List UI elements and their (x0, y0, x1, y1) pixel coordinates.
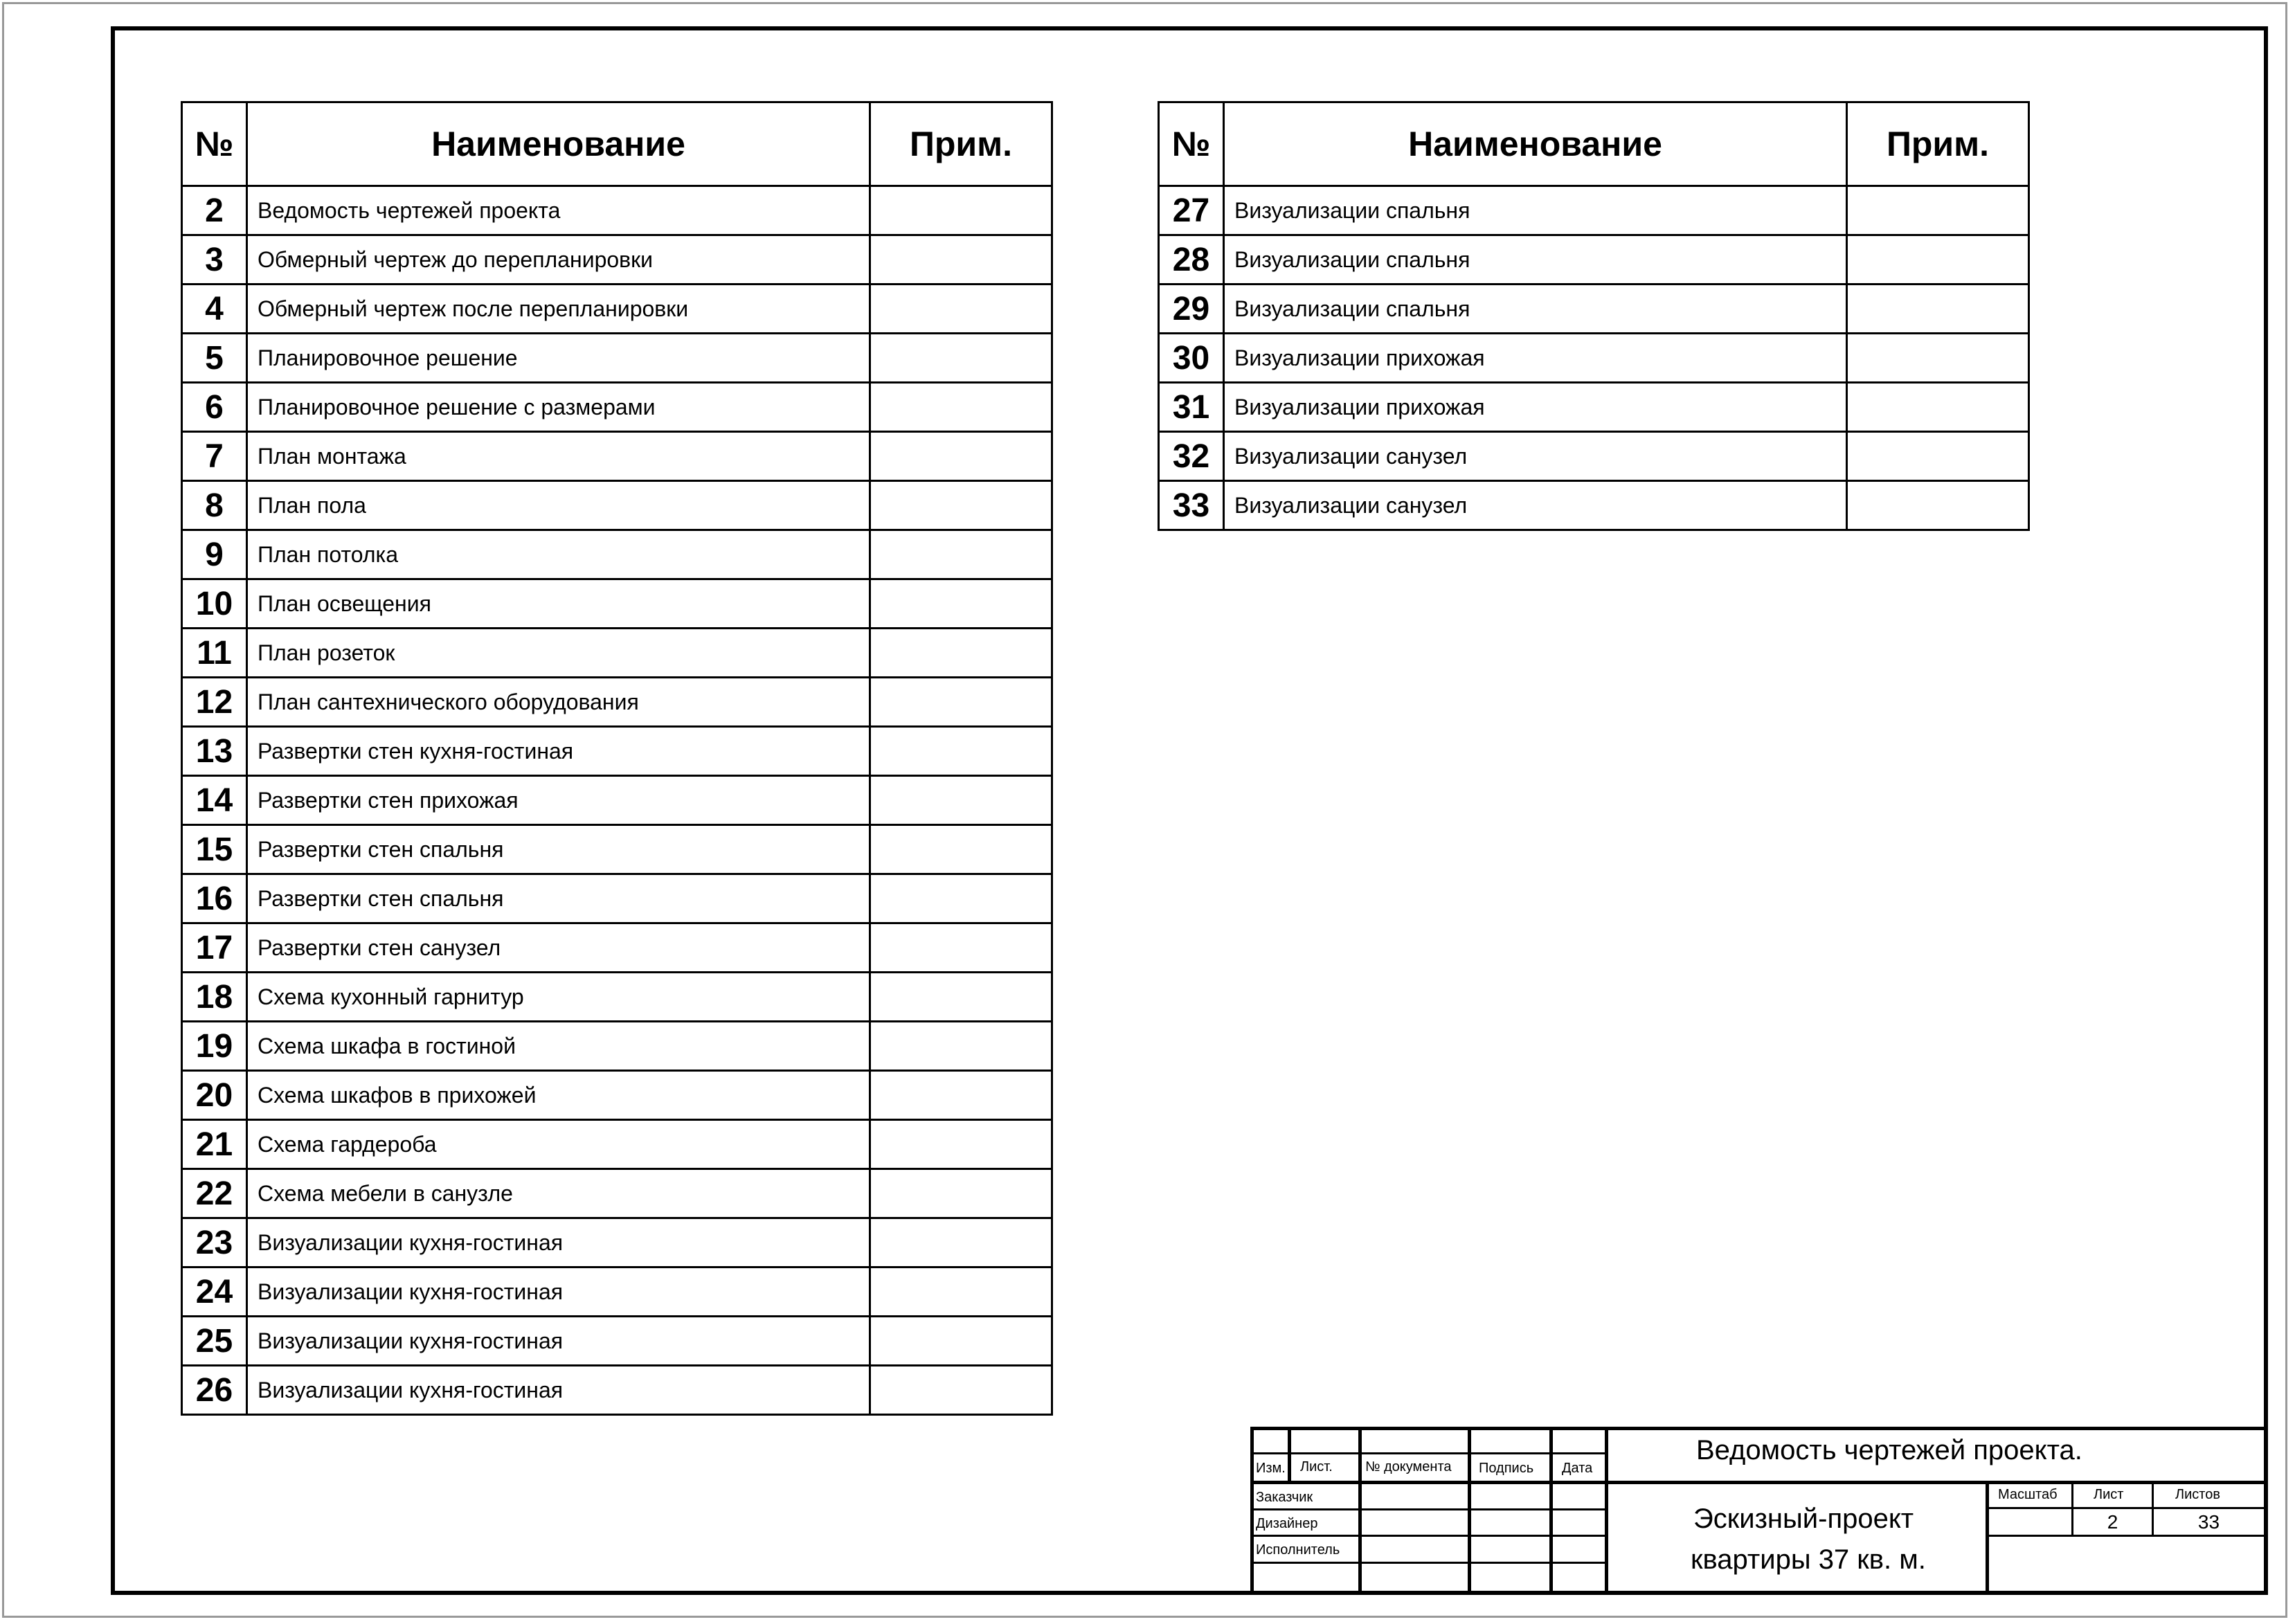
table-row (1159, 285, 2029, 334)
title-block-line (1250, 1535, 1605, 1537)
row-note (870, 825, 1052, 874)
row-note (1847, 334, 2029, 383)
row-number: 19 (182, 1022, 247, 1071)
sheets-total: 33 (2197, 1511, 2220, 1533)
table-row (182, 629, 1052, 678)
row-note (1847, 235, 2029, 285)
row-note (870, 1022, 1052, 1071)
row-number: 13 (182, 727, 247, 776)
row-name: Схема кухонный гарнитур (247, 973, 870, 1022)
row-note (870, 186, 1052, 235)
project-title-line1: Эскизный-проект (1693, 1504, 1914, 1534)
row-name: Визуализации кухня-гостиная (247, 1366, 870, 1415)
title-block-line (1250, 1508, 1605, 1510)
row-note (870, 1071, 1052, 1120)
row-name: Визуализации санузел (1224, 432, 1847, 481)
table-row (182, 481, 1052, 530)
row-note (1847, 481, 2029, 530)
role-designer-label: Дизайнер (1256, 1516, 1318, 1531)
column-header-number: № (1159, 102, 1224, 186)
row-name: Обмерный чертеж после перепланировки (247, 285, 870, 334)
row-number: 26 (182, 1366, 247, 1415)
title-block-line (1986, 1481, 1989, 1595)
row-note (870, 1169, 1052, 1218)
table-row (182, 1317, 1052, 1366)
row-note (870, 285, 1052, 334)
row-name: Схема шкафа в гостиной (247, 1022, 870, 1071)
table-row (1159, 235, 2029, 285)
row-number: 24 (182, 1267, 247, 1317)
column-header-name: Наименование (1224, 102, 1847, 186)
table-row (182, 1071, 1052, 1120)
column-header-note: Прим. (870, 102, 1052, 186)
col-izm-label: Изм. (1256, 1461, 1286, 1476)
row-note (870, 432, 1052, 481)
row-note (1847, 285, 2029, 334)
row-note (870, 923, 1052, 973)
column-header-number: № (182, 102, 247, 186)
scale-label: Масштаб (1998, 1487, 2058, 1502)
table-row (182, 432, 1052, 481)
row-name: Визуализации кухня-гостиная (247, 1317, 870, 1366)
row-note (1847, 383, 2029, 432)
sheet-label: Лист (2094, 1487, 2124, 1502)
row-note (870, 481, 1052, 530)
row-number: 23 (182, 1218, 247, 1267)
project-title-line2: квартиры 37 кв. м. (1691, 1544, 1926, 1575)
col-date-label: Дата (1562, 1461, 1593, 1476)
row-number: 29 (1159, 285, 1224, 334)
title-block-line (1605, 1427, 1608, 1595)
sheet-title: Ведомость чертежей проекта. (1696, 1435, 2082, 1465)
row-name: Визуализации спальня (1224, 186, 1847, 235)
table-row (182, 1169, 1052, 1218)
table-row (182, 678, 1052, 727)
row-number: 21 (182, 1120, 247, 1169)
title-block-line (1250, 1481, 2264, 1484)
table-row (1159, 383, 2029, 432)
drawing-register-table-right (1158, 101, 2030, 531)
row-number: 7 (182, 432, 247, 481)
table-header-row (182, 102, 1052, 186)
row-note (870, 678, 1052, 727)
col-doc-label: № документа (1365, 1459, 1452, 1474)
row-note (870, 1366, 1052, 1415)
role-customer-label: Заказчик (1256, 1490, 1313, 1505)
row-name: Развертки стен спальня (247, 874, 870, 923)
table-row (182, 973, 1052, 1022)
row-name: План пола (247, 481, 870, 530)
row-number: 27 (1159, 186, 1224, 235)
sheet-number: 2 (2107, 1511, 2118, 1533)
row-number: 10 (182, 579, 247, 629)
title-block-line (1250, 1427, 2264, 1430)
row-number: 16 (182, 874, 247, 923)
table-row (1159, 334, 2029, 383)
row-note (1847, 432, 2029, 481)
table-row (182, 334, 1052, 383)
row-note (870, 235, 1052, 285)
row-name: Развертки стен кухня-гостиная (247, 727, 870, 776)
row-note (870, 1267, 1052, 1317)
row-name: Схема шкафов в прихожей (247, 1071, 870, 1120)
row-number: 28 (1159, 235, 1224, 285)
row-number: 12 (182, 678, 247, 727)
title-block-line (1986, 1507, 2264, 1509)
row-name: Развертки стен прихожая (247, 776, 870, 825)
row-name: Планировочное решение (247, 334, 870, 383)
table-row (182, 1120, 1052, 1169)
row-note (870, 530, 1052, 579)
row-name: Визуализации кухня-гостиная (247, 1267, 870, 1317)
row-name: План сантехнического оборудования (247, 678, 870, 727)
title-block-line (1250, 1562, 1605, 1564)
table-row (1159, 432, 2029, 481)
row-number: 9 (182, 530, 247, 579)
row-note (870, 727, 1052, 776)
col-sign-label: Подпись (1479, 1461, 1534, 1476)
column-header-name: Наименование (247, 102, 870, 186)
table-row (1159, 481, 2029, 530)
row-note (870, 1120, 1052, 1169)
title-block-line (1250, 1452, 1605, 1454)
row-name: Ведомость чертежей проекта (247, 186, 870, 235)
row-name: План розеток (247, 629, 870, 678)
table-row (182, 530, 1052, 579)
row-name: План монтажа (247, 432, 870, 481)
row-note (870, 776, 1052, 825)
drawing-register-table-left (181, 101, 1053, 1416)
row-name: Визуализации санузел (1224, 481, 1847, 530)
row-note (870, 629, 1052, 678)
table-row (182, 923, 1052, 973)
row-number: 14 (182, 776, 247, 825)
row-number: 20 (182, 1071, 247, 1120)
row-name: Обмерный чертеж до перепланировки (247, 235, 870, 285)
row-name: Схема мебели в санузле (247, 1169, 870, 1218)
table-row (182, 285, 1052, 334)
row-number: 32 (1159, 432, 1224, 481)
row-number: 15 (182, 825, 247, 874)
col-list-label: Лист. (1300, 1459, 1333, 1474)
row-number: 33 (1159, 481, 1224, 530)
row-note (870, 383, 1052, 432)
row-name: Развертки стен санузел (247, 923, 870, 973)
table-row (182, 825, 1052, 874)
title-block (1250, 1427, 2264, 1595)
row-number: 17 (182, 923, 247, 973)
table-row (1159, 186, 2029, 235)
row-number: 18 (182, 973, 247, 1022)
title-block-line (1986, 1535, 2264, 1537)
table-row (182, 874, 1052, 923)
row-note (870, 973, 1052, 1022)
row-note (870, 334, 1052, 383)
row-number: 31 (1159, 383, 1224, 432)
table-row (182, 1218, 1052, 1267)
row-name: Развертки стен спальня (247, 825, 870, 874)
row-note (870, 579, 1052, 629)
row-name: Визуализации спальня (1224, 285, 1847, 334)
table-row (182, 383, 1052, 432)
row-number: 3 (182, 235, 247, 285)
row-number: 8 (182, 481, 247, 530)
column-header-note: Прим. (1847, 102, 2029, 186)
row-name: Визуализации прихожая (1224, 334, 1847, 383)
row-note (870, 1218, 1052, 1267)
row-name: Планировочное решение с размерами (247, 383, 870, 432)
table-row (182, 235, 1052, 285)
row-number: 2 (182, 186, 247, 235)
table-row (182, 186, 1052, 235)
row-note (1847, 186, 2029, 235)
row-name: Визуализации прихожая (1224, 383, 1847, 432)
role-executor-label: Исполнитель (1256, 1542, 1340, 1558)
table-row (182, 1022, 1052, 1071)
row-number: 6 (182, 383, 247, 432)
row-note (870, 1317, 1052, 1366)
row-name: План освещения (247, 579, 870, 629)
table-row (182, 727, 1052, 776)
row-note (870, 874, 1052, 923)
sheets-label: Листов (2175, 1487, 2220, 1502)
table-row (182, 776, 1052, 825)
row-number: 22 (182, 1169, 247, 1218)
row-name: Визуализации кухня-гостиная (247, 1218, 870, 1267)
table-header-row (1159, 102, 2029, 186)
row-number: 5 (182, 334, 247, 383)
row-number: 30 (1159, 334, 1224, 383)
row-name: Схема гардероба (247, 1120, 870, 1169)
table-row (182, 579, 1052, 629)
table-row (182, 1366, 1052, 1415)
row-number: 11 (182, 629, 247, 678)
row-number: 25 (182, 1317, 247, 1366)
row-name: Визуализации спальня (1224, 235, 1847, 285)
row-name: План потолка (247, 530, 870, 579)
table-row (182, 1267, 1052, 1317)
row-number: 4 (182, 285, 247, 334)
